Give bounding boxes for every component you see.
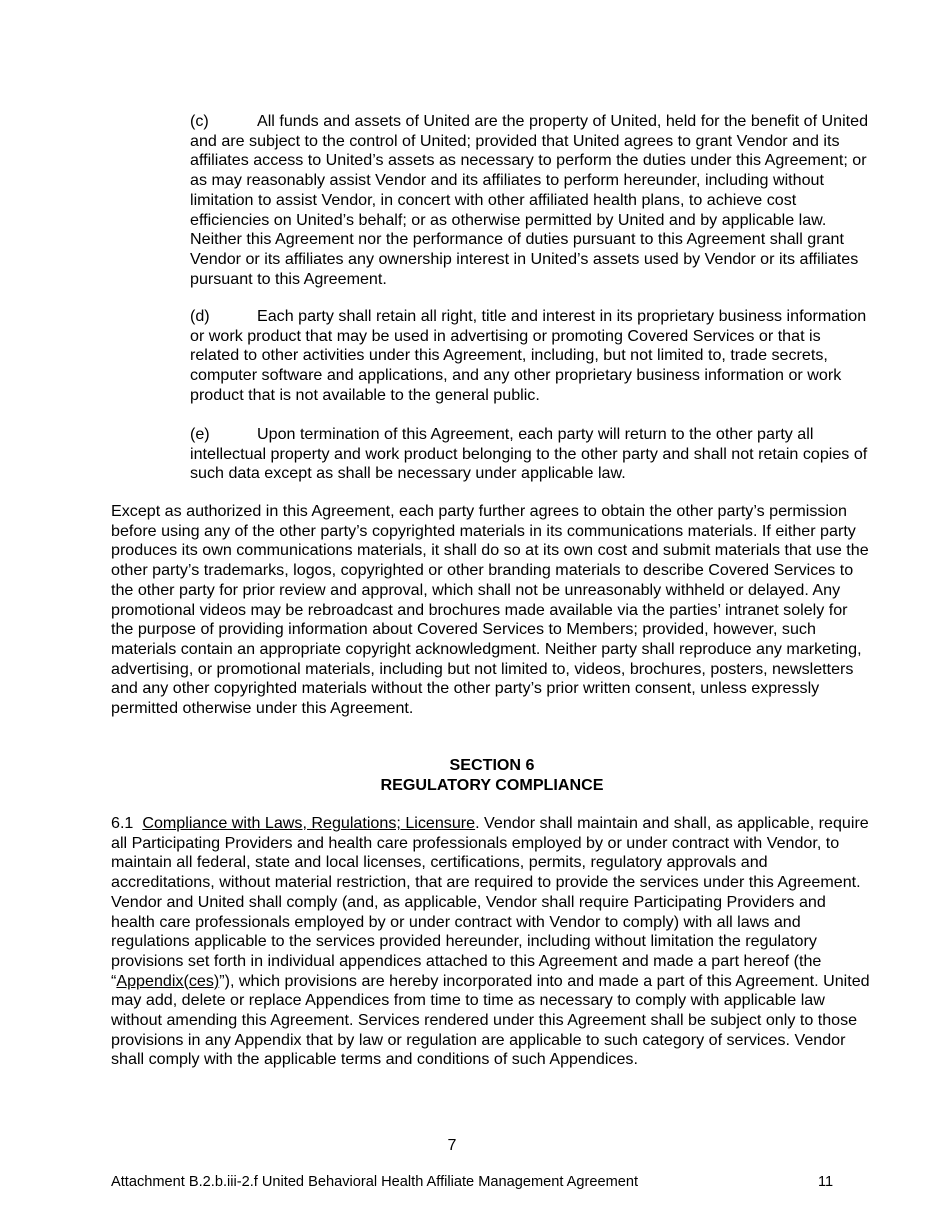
footer-title: Attachment B.2.b.iii-2.f United Behavioral Health Affiliate Management Agreement [111, 1174, 639, 1190]
section-heading [111, 756, 873, 795]
paragraph-c [190, 112, 870, 289]
paragraph-e [190, 425, 870, 484]
paragraph-6-1-text-part1: . Vendor shall maintain and shall, as applicable, require all Participating Providers and health care professionals employed by or under contract with Vendor, to maintain all federal, state and local licenses, certifications, permits, regulatory approvals and accreditations, without material restriction, that are required to provide the services under this Agreement. Vendor and United shall comply (and, as applicable, Vendor shall require Participating Providers and health care professionals employed by or under contract with Vendor to comply) with all laws and regulations applicable to the services provided hereunder, including without limitation the regulatory provisions set forth in individual appendices attached to this Agreement and made a part hereof (the “ [111, 814, 869, 990]
paragraph-except: Except as authorized in this Agreement, each party further agrees to obtain the other party’s permission before using any of the other party’s copyrighted materials in its communications materials. If either party produces its own communications materials, it shall do so at its own cost and submit materials that use the other party’s trademarks, logos, copyrighted or other branding materials to describe Covered Services to the other party for prior review and approval, which shall not be unreasonably withheld or delayed. Any promotional videos may be rebroadcast and brochures made available via the parties’ intranet solely for the purpose of providing information about Covered Services to Members; provided, however, such materials contain an appropriate copyright acknowledgment. Neither party shall reproduce any marketing, advertising, or promotional materials, including but not limited to, videos, brochures, posters, newsletters and any other copyrighted materials without the other party’s prior written consent, unless expressly permitted otherwise under this Agreement. [111, 502, 869, 718]
paragraph-d-label: (d) [190, 307, 210, 325]
paragraph-6-1-defined-term: Appendix(ces) [116, 971, 220, 990]
paragraph-c-text: All funds and assets of United are the property of United, held for the benefit of United and are subject to the control of United; provided that United agrees to grant Vendor and its affiliates access to United’s assets as necessary to perform the duties under this Agreement; or as may reasonably assist Vendor and its affiliates to perform hereunder, including without limitation to assist Vendor, in concert with other affiliated health plans, to achieve cost efficiencies on United’s behalf; or as otherwise permitted by United and by applicable law. Neither this Agreement nor the performance of duties pursuant to this Agreement shall grant Vendor or its affiliates any ownership interest in United’s assets used by Vendor or its affiliates pursuant to this Agreement. [190, 112, 869, 288]
paragraph-c-label: (c) [190, 112, 209, 130]
section-title: REGULATORY COMPLIANCE [380, 775, 604, 794]
paragraph-6-1-text-part2: ”), which provisions are hereby incorporated into and made a part of this Agreement. United may add, delete or replace Appendices from time to time as necessary to comply with applicable law without amending this Agreement. Services rendered under this Agreement shall be subject only to those provisions in any Appendix that by law or regulation are applicable to such category of services. Vendor shall comply with the applicable terms and conditions of such Appendices. [111, 971, 870, 1069]
page-number: 7 [447, 1136, 457, 1154]
paragraph-6-1-title: Compliance with Laws, Regulations; Licensure [142, 814, 476, 832]
paragraph-d [190, 307, 870, 406]
paragraph-6-1-number: 6.1 [111, 814, 134, 832]
paragraph-e-label: (e) [190, 425, 210, 443]
paragraph-e-text: Upon termination of this Agreement, each party will return to the other party all intellectual property and work product belonging to the other party and shall not retain copies of such data except as shall be necessary under applicable law. [190, 425, 868, 483]
paragraph-d-text: Each party shall retain all right, title and interest in its proprietary business information or work product that may be used in advertising or promoting Covered Services or that is related to other activities under this Agreement, including, but not limited to, trade secrets, computer software and applications, and any other proprietary business information or work product that is not available to the general public. [190, 307, 867, 404]
paragraph-6-1 [111, 814, 873, 1070]
footer-sheet-number: 11 [818, 1174, 834, 1190]
section-number: SECTION 6 [449, 756, 535, 774]
